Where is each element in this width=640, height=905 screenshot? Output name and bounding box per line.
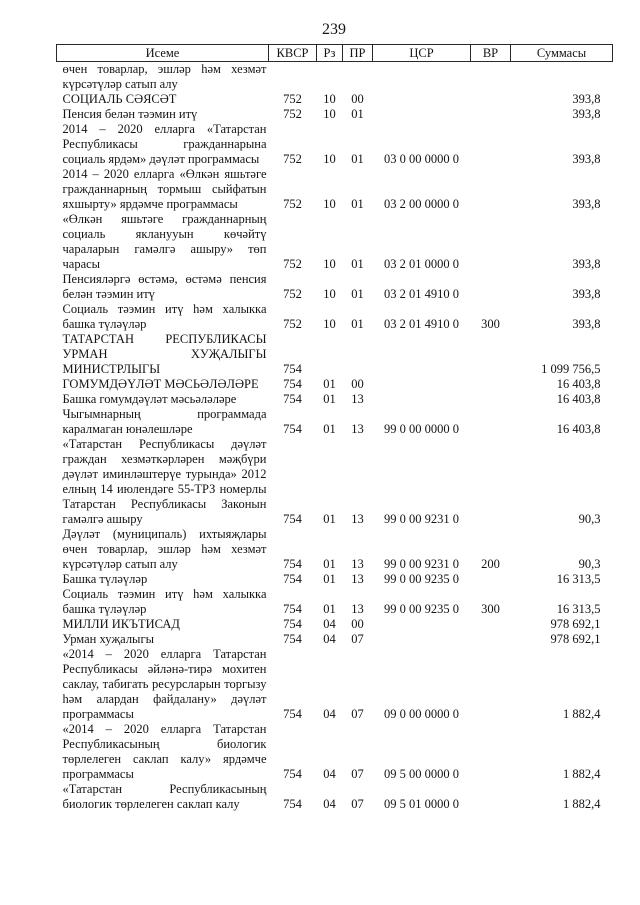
kvsr-cell: 752 (283, 257, 302, 271)
rz-cell: 10 (323, 287, 336, 301)
table-row (57, 527, 613, 572)
amount-cell: 90,3 (578, 512, 601, 526)
csr-cell: 99 0 00 9231 0 (384, 557, 459, 571)
vr-cell (471, 722, 511, 782)
item-name-cell: Пенсияләргә өстәмә, өстәмә пенсия белән тәэмин итү (62, 272, 267, 301)
table-row (57, 407, 613, 437)
amount-cell: 16 403,8 (556, 377, 601, 391)
vr-cell (471, 647, 511, 722)
table-row (57, 212, 613, 272)
rz-cell: 04 (323, 797, 336, 811)
pr-cell: 07 (351, 767, 364, 781)
amount-cell: 16 403,8 (556, 422, 601, 436)
vr-cell: 300 (481, 602, 500, 616)
kvsr-cell (269, 62, 317, 93)
vr-cell (471, 332, 511, 377)
vr-cell (471, 617, 511, 632)
pr-cell: 07 (351, 797, 364, 811)
csr-cell: 99 0 00 9235 0 (384, 602, 459, 616)
item-name-cell: Дәүләт (муниципаль) ихтыяҗлары өчен товарлар, эшләр һәм хезмәт күрсәтүләр сатып алу (62, 527, 267, 571)
rz-cell: 04 (323, 632, 336, 646)
rz-cell: 10 (323, 317, 336, 331)
amount-cell: 16 403,8 (556, 392, 601, 406)
csr-cell: 99 0 00 9231 0 (384, 512, 459, 526)
table-row (57, 332, 613, 377)
pr-cell: 01 (351, 317, 364, 331)
vr-cell (471, 92, 511, 107)
csr-cell: 99 0 00 9235 0 (384, 572, 459, 586)
item-name-cell: «Өлкән яшьтәге гражданнарның социаль якланууын көчәйтү чараларын гамәлгә ашыру» төп чарасы (62, 212, 267, 271)
pr-cell: 01 (351, 197, 364, 211)
page-number: 239 (322, 21, 346, 38)
table-row (57, 377, 613, 392)
csr-cell: 09 0 00 0000 0 (384, 707, 459, 721)
csr-cell: 09 5 00 0000 0 (384, 767, 459, 781)
item-name-cell: ГОМУМДӘҮЛӘТ МӘСЬӘЛӘЛӘРЕ (62, 377, 259, 391)
table-row (57, 572, 613, 587)
vr-cell (471, 167, 511, 212)
rz-cell (317, 62, 343, 93)
pr-cell (343, 62, 373, 93)
csr-cell: 03 2 01 0000 0 (384, 257, 459, 271)
pr-cell: 13 (351, 572, 364, 586)
rz-cell: 10 (323, 257, 336, 271)
table-header-row (57, 45, 613, 62)
amount-cell: 1 882,4 (563, 767, 601, 781)
kvsr-cell: 754 (283, 602, 302, 616)
pr-cell: 13 (351, 557, 364, 571)
pr-cell (343, 332, 373, 377)
csr-cell: 03 2 01 4910 0 (384, 317, 459, 331)
column-header-sum: Суммасы (511, 45, 613, 62)
table-row (57, 92, 613, 107)
pr-cell: 01 (351, 152, 364, 166)
item-name-cell: МИЛЛИ ИКЪТИСАД (62, 617, 180, 631)
amount-cell: 90,3 (578, 557, 601, 571)
item-name-cell: өчен товарлар, эшләр һәм хезмәт күрсәтүләр сатып алу (62, 62, 267, 91)
table-row (57, 107, 613, 122)
column-header-name: Исеме (57, 45, 269, 62)
item-name-cell: «Татарстан Республикасының биологик төрлелеген саклап калу (62, 782, 267, 811)
csr-cell (373, 62, 471, 93)
rz-cell: 01 (323, 602, 336, 616)
pr-cell: 01 (351, 107, 364, 121)
item-name-cell: «Татарстан Республикасы дәүләт граждан хезмәткәрләрен мәҗбүри дәүләт иминләштерүе турында» 2012 елның 14 июлендәге 55-ТРЗ номерлы Татарстан Республикасы Законын гамәлгә ашыру (62, 437, 267, 526)
column-header-pr: ПР (343, 45, 373, 62)
amount-cell: 1 882,4 (563, 707, 601, 721)
item-name-cell: ТАТАРСТАН РЕСПУБЛИКАСЫ УРМАН ХУҖАЛЫГЫ МИНИСТРЛЫГЫ (62, 332, 267, 376)
amount-cell: 16 313,5 (556, 602, 601, 616)
amount-cell: 1 099 756,5 (541, 362, 601, 376)
pr-cell: 13 (351, 422, 364, 436)
vr-cell: 200 (481, 557, 500, 571)
table-row (57, 302, 613, 332)
item-name-cell: «2014 – 2020 елларга Татарстан Республикасының биологик төрлелеген саклап калу» ярдәмче программасы (62, 722, 267, 781)
column-header-csr: ЦСР (373, 45, 471, 62)
pr-cell: 00 (351, 377, 364, 391)
csr-cell (373, 377, 471, 392)
pr-cell: 01 (351, 257, 364, 271)
kvsr-cell: 754 (283, 392, 302, 406)
kvsr-cell: 752 (283, 107, 302, 121)
rz-cell: 04 (323, 767, 336, 781)
vr-cell (471, 392, 511, 407)
pr-cell: 00 (351, 617, 364, 631)
kvsr-cell: 752 (283, 197, 302, 211)
column-header-kvsr: КВСР (269, 45, 317, 62)
item-name-cell: Урман хуҗалыгы (62, 632, 154, 646)
item-name-cell: «2014 – 2020 елларга Татарстан Республикасы әйләнә-тирә мохитен саклау, табигать ресурсларын торгызу һәм алардан файдалану» дәүләт программасы (62, 647, 267, 721)
kvsr-cell: 754 (283, 512, 302, 526)
kvsr-cell: 752 (283, 317, 302, 331)
csr-cell (373, 632, 471, 647)
kvsr-cell: 752 (283, 152, 302, 166)
vr-cell (471, 782, 511, 812)
pr-cell: 07 (351, 632, 364, 646)
amount-cell: 1 882,4 (563, 797, 601, 811)
vr-cell (471, 437, 511, 527)
vr-cell: 300 (481, 317, 500, 331)
kvsr-cell: 752 (283, 287, 302, 301)
pr-cell: 13 (351, 392, 364, 406)
table-row (57, 587, 613, 617)
table-row (57, 62, 613, 93)
kvsr-cell: 754 (283, 632, 302, 646)
kvsr-cell: 754 (283, 797, 302, 811)
item-name-cell: Чыгымнарның программада каралмаган юнәлешләре (62, 407, 267, 436)
table-row (57, 647, 613, 722)
vr-cell (471, 212, 511, 272)
kvsr-cell: 754 (283, 377, 302, 391)
kvsr-cell: 754 (283, 707, 302, 721)
amount-cell (511, 62, 613, 93)
rz-cell: 04 (323, 707, 336, 721)
item-name-cell: 2014 – 2020 елларга «Өлкән яшьтәге гражданнарның тормыш сыйфатын яхшырту» ярдәмче программасы (62, 167, 267, 211)
kvsr-cell: 754 (283, 362, 302, 376)
item-name-cell: Пенсия белән тәэмин итү (62, 107, 198, 121)
item-name-cell: Башка гомумдәүләт мәсьәләләре (62, 392, 237, 406)
table-row (57, 167, 613, 212)
amount-cell: 393,8 (572, 317, 601, 331)
pr-cell: 07 (351, 707, 364, 721)
pr-cell: 00 (351, 92, 364, 106)
csr-cell: 03 0 00 0000 0 (384, 152, 459, 166)
table-row (57, 122, 613, 167)
csr-cell (373, 107, 471, 122)
kvsr-cell: 754 (283, 422, 302, 436)
csr-cell: 03 2 00 0000 0 (384, 197, 459, 211)
csr-cell (373, 332, 471, 377)
table-row (57, 632, 613, 647)
rz-cell: 10 (323, 152, 336, 166)
csr-cell (373, 392, 471, 407)
table-row (57, 617, 613, 632)
kvsr-cell: 754 (283, 617, 302, 631)
rz-cell: 01 (323, 422, 336, 436)
csr-cell (373, 617, 471, 632)
pr-cell: 13 (351, 512, 364, 526)
csr-cell: 03 2 01 4910 0 (384, 287, 459, 301)
rz-cell: 04 (323, 617, 336, 631)
csr-cell: 99 0 00 0000 0 (384, 422, 459, 436)
amount-cell: 393,8 (572, 92, 601, 106)
kvsr-cell: 754 (283, 767, 302, 781)
table-row (57, 392, 613, 407)
vr-cell (471, 107, 511, 122)
item-name-cell: Социаль тәэмин итү һәм халыкка башка түләүләр (62, 587, 267, 616)
column-header-rz: Рз (317, 45, 343, 62)
amount-cell: 16 313,5 (556, 572, 601, 586)
rz-cell: 01 (323, 557, 336, 571)
rz-cell (317, 332, 343, 377)
rz-cell: 01 (323, 392, 336, 406)
item-name-cell: Социаль тәэмин итү һәм халыкка башка түләүләр (62, 302, 267, 331)
rz-cell: 10 (323, 107, 336, 121)
vr-cell (471, 377, 511, 392)
vr-cell (471, 572, 511, 587)
rz-cell: 01 (323, 512, 336, 526)
amount-cell: 393,8 (572, 287, 601, 301)
amount-cell: 978 692,1 (550, 617, 601, 631)
vr-cell (471, 632, 511, 647)
amount-cell: 393,8 (572, 152, 601, 166)
kvsr-cell: 754 (283, 572, 302, 586)
table-row (57, 722, 613, 782)
kvsr-cell: 752 (283, 92, 302, 106)
table-row (57, 782, 613, 812)
pr-cell: 01 (351, 287, 364, 301)
vr-cell (471, 407, 511, 437)
csr-cell: 09 5 01 0000 0 (384, 797, 459, 811)
amount-cell: 393,8 (572, 107, 601, 121)
amount-cell: 978 692,1 (550, 632, 601, 646)
item-name-cell: Башка түләүләр (62, 572, 148, 586)
table-row (57, 272, 613, 302)
amount-cell: 393,8 (572, 197, 601, 211)
rz-cell: 10 (323, 92, 336, 106)
item-name-cell: СОЦИАЛЬ СӘЯСӘТ (62, 92, 177, 106)
table-row (57, 437, 613, 527)
csr-cell (373, 92, 471, 107)
column-header-vr: ВР (471, 45, 511, 62)
vr-cell (471, 272, 511, 302)
budget-table (56, 44, 613, 812)
item-name-cell: 2014 – 2020 елларга «Татарстан Республикасы гражданнарына социаль ярдәм» дәүләт программасы (62, 122, 267, 166)
vr-cell (471, 62, 511, 93)
kvsr-cell: 754 (283, 557, 302, 571)
rz-cell: 01 (323, 377, 336, 391)
amount-cell: 393,8 (572, 257, 601, 271)
pr-cell: 13 (351, 602, 364, 616)
rz-cell: 01 (323, 572, 336, 586)
table-body (57, 62, 613, 813)
rz-cell: 10 (323, 197, 336, 211)
vr-cell (471, 122, 511, 167)
